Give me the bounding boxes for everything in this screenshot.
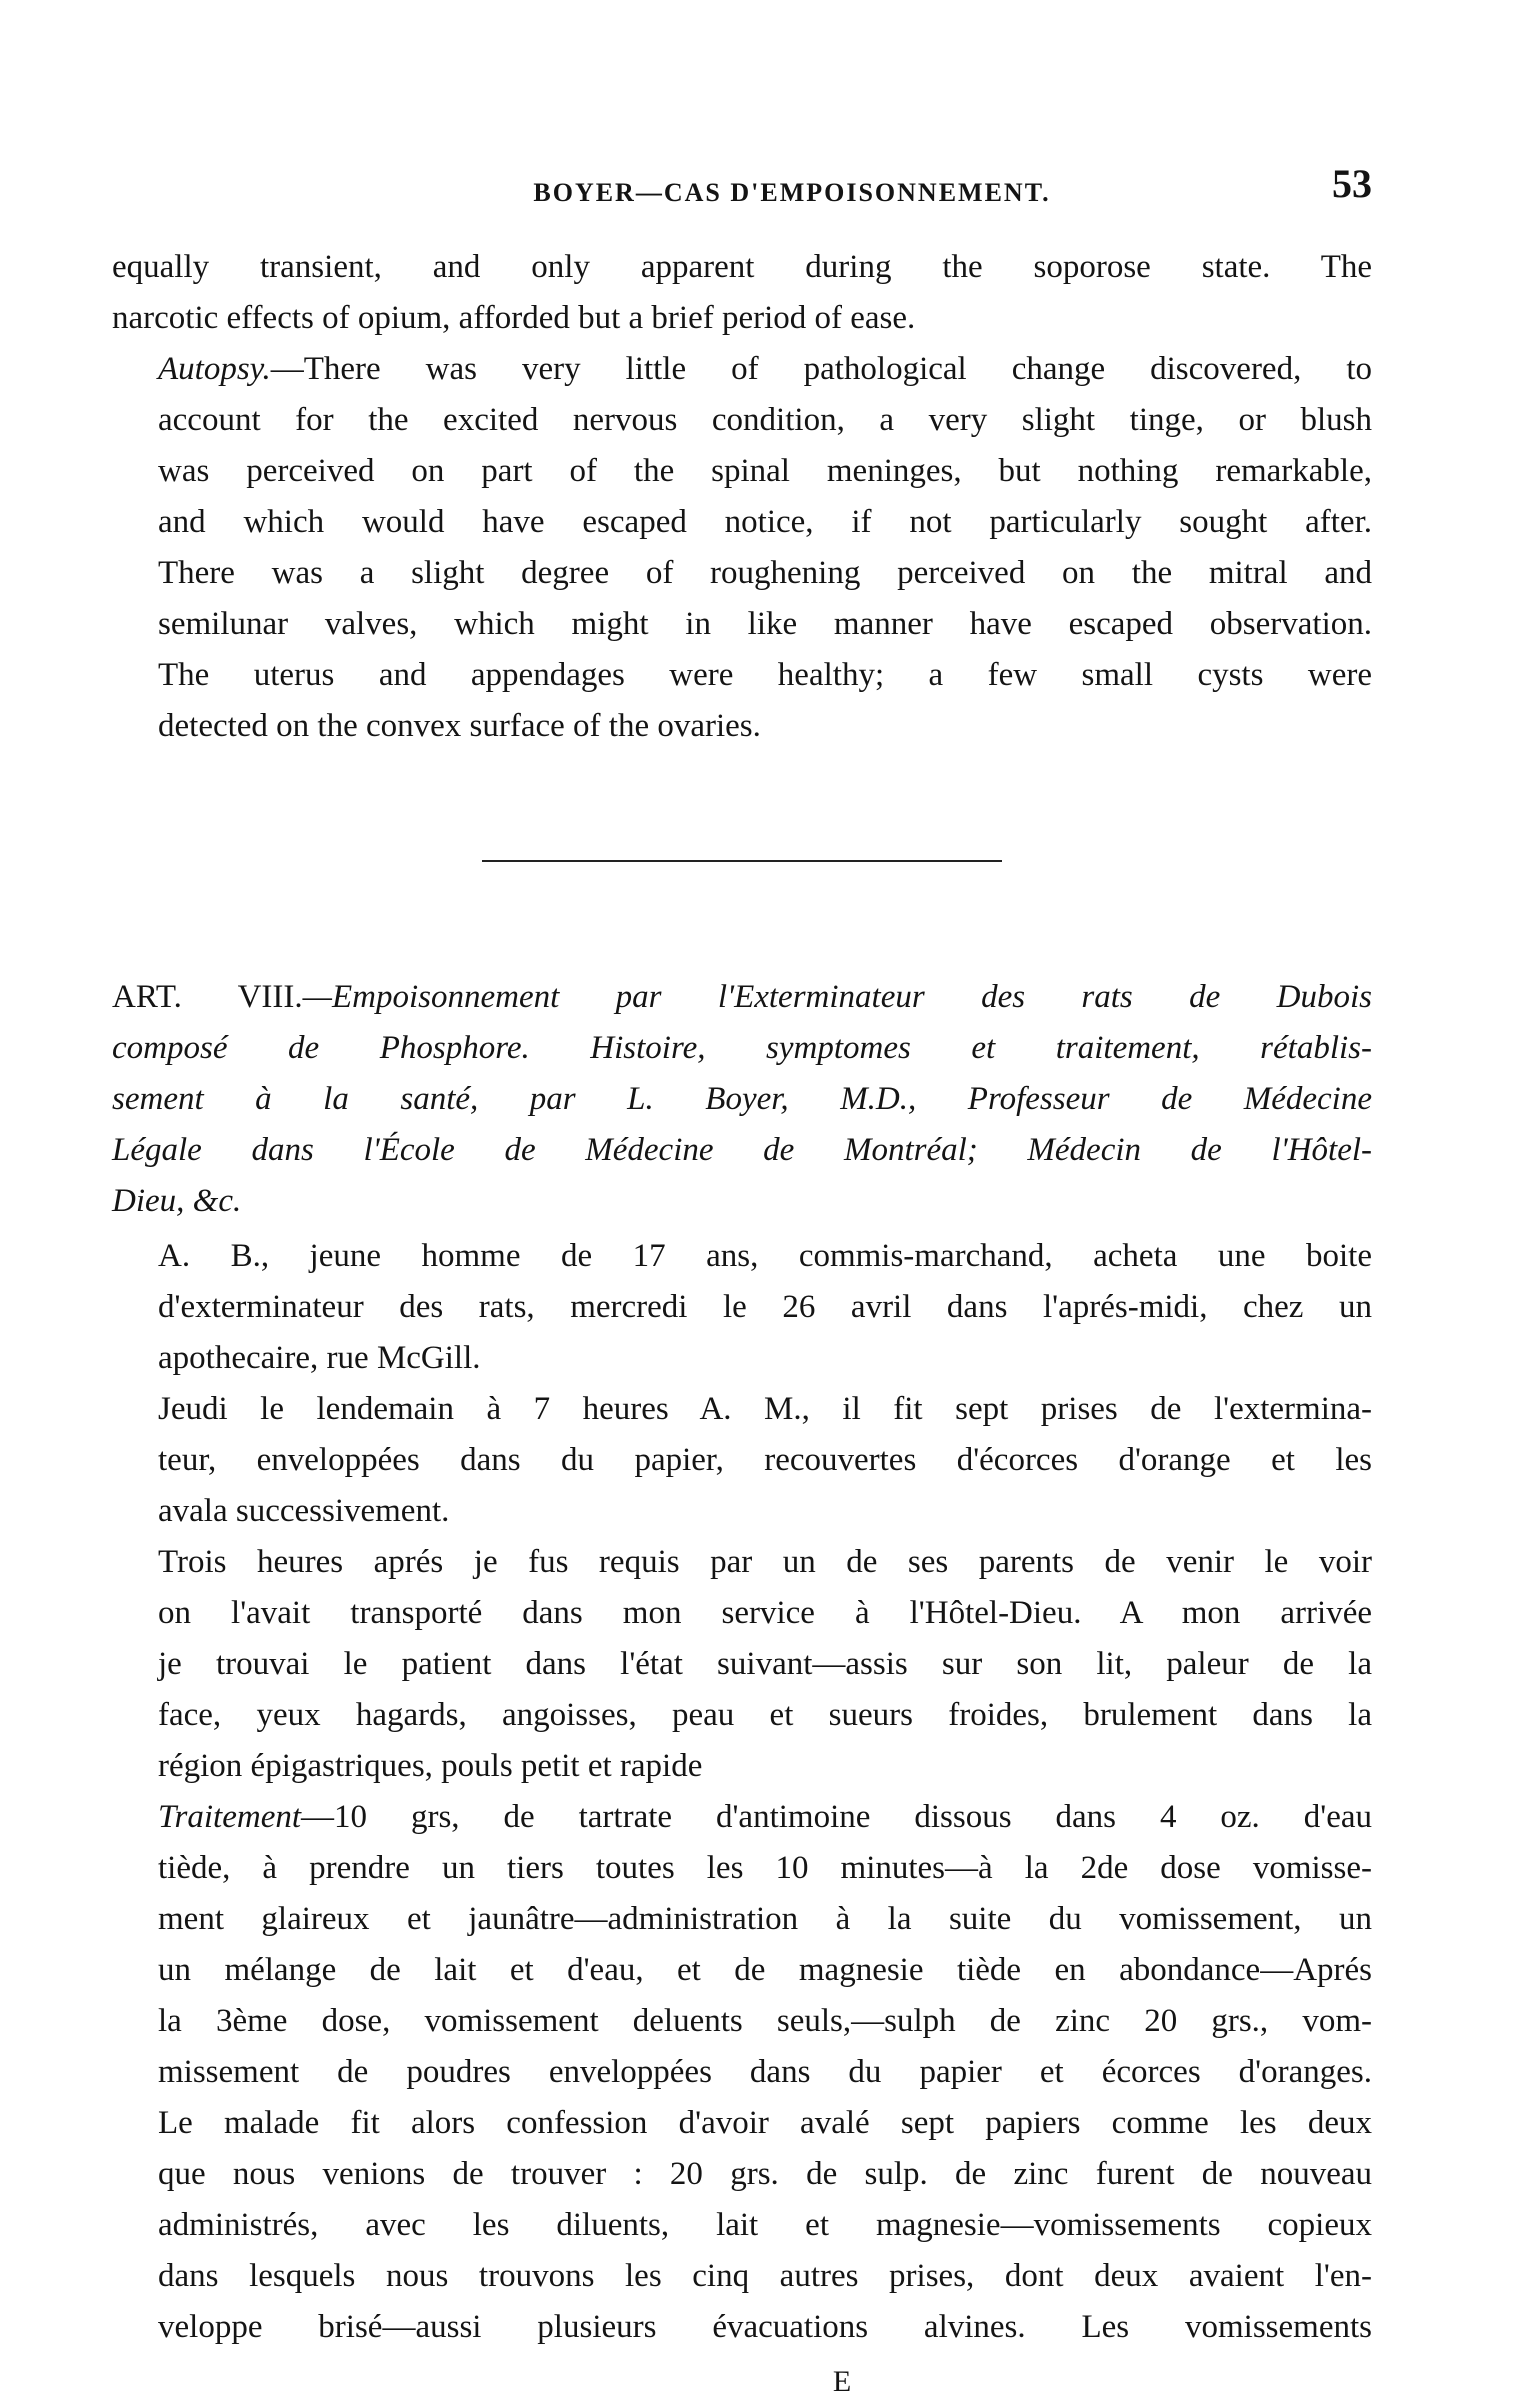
running-head: BOYER—CAS D'EMPOISONNEMENT. [533, 178, 1051, 207]
text-line: tiède, à prendre un tiers toutes les 10 minutes—à la 2de dose vomisse- [158, 1850, 1372, 1886]
traitement-label: Traitement [158, 1799, 302, 1835]
text-line: Trois heures aprés je fus requis par un de ses parents de venir le voir [158, 1544, 1372, 1580]
page-number: 53 [1332, 161, 1372, 206]
paragraph-ab [112, 1231, 1372, 1384]
article-number: ART. VIII. [112, 979, 303, 1015]
text-line: Légale dans l'École de Médecine de Montréal; Médecin de l'Hôtel- [112, 1132, 1372, 1168]
text-line: un mélange de lait et d'eau, et de magnesie tiède en abondance—Aprés [158, 1952, 1372, 1988]
text-line: administrés, avec les diluents, lait et magnesie—vomissements copieux [158, 2207, 1372, 2243]
text-line: face, yeux hagards, angoisses, peau et sueurs froides, brulement dans la [158, 1697, 1372, 1733]
section-divider [482, 860, 1002, 862]
text-line: ment glaireux et jaunâtre—administration à la suite du vomissement, un [158, 1901, 1372, 1937]
paragraph-autopsy [112, 344, 1372, 752]
text-line: missement de poudres enveloppées dans du papier et écorces d'oranges. [158, 2054, 1372, 2090]
autopsy-first-line: —There was very little of pathological change discovered, to [270, 351, 1372, 387]
text-line: account for the excited nervous condition, a very slight tinge, or blush [158, 402, 1372, 438]
text-line: Jeudi le lendemain à 7 heures A. M., il fit sept prises de l'extermina- [158, 1391, 1372, 1427]
text-line: There was a slight degree of roughening perceived on the mitral and [158, 555, 1372, 591]
signature-mark: E [832, 2365, 852, 2398]
text-line [112, 1792, 1372, 1843]
text-line: semilunar valves, which might in like manner have escaped observation. [158, 606, 1372, 642]
text-line: The uterus and appendages were healthy; a few small cysts were [158, 657, 1372, 693]
traitement-first-line: —10 grs, de tartrate d'antimoine dissous dans 4 oz. d'eau [301, 1799, 1372, 1835]
paragraph-transient [112, 242, 1372, 344]
text-line: A. B., jeune homme de 17 ans, commis-marchand, acheta une boite [158, 1238, 1372, 1274]
autopsy-label: Autopsy. [158, 351, 271, 387]
text-line: d'exterminateur des rats, mercredi le 26 avril dans l'aprés-midi, chez un [158, 1289, 1372, 1325]
document-page [112, 160, 1372, 2407]
text-line: que nous venions de trouver : 20 grs. de sulp. de zinc furent de nouveau [158, 2156, 1372, 2192]
text-line: Le malade fit alors confession d'avoir avalé sept papiers comme les deux [158, 2105, 1372, 2141]
text-line: and which would have escaped notice, if not particularly sought after. [158, 504, 1372, 540]
text-line: composé de Phosphore. Histoire, symptomes et traitement, rétablis- [112, 1030, 1372, 1066]
text-line: région épigastriques, pouls petit et rapide [158, 1748, 703, 1784]
text-line: equally transient, and only apparent during the soporose state. The [112, 249, 1372, 285]
text-line: avala successivement. [158, 1493, 450, 1529]
text-line [112, 972, 1372, 1023]
article-title-line: —Empoisonnement par l'Exterminateur des rats de Dubois [302, 979, 1372, 1015]
text-line: dans lesquels nous trouvons les cinq autres prises, dont deux avaient l'en- [158, 2258, 1372, 2294]
text-line: teur, enveloppées dans du papier, recouvertes d'écorces d'orange et les [158, 1442, 1372, 1478]
text-line [112, 344, 1372, 395]
text-line: sement à la santé, par L. Boyer, M.D., Professeur de Médecine [112, 1081, 1372, 1117]
text-line: Dieu, &c. [112, 1183, 242, 1219]
paragraph-trois [112, 1537, 1372, 1792]
paragraph-traitement [112, 1792, 1372, 2353]
text-line: veloppe brisé—aussi plusieurs évacuations alvines. Les vomissements [158, 2309, 1372, 2345]
page-header [112, 160, 1372, 224]
text-line: je trouvai le patient dans l'état suivant—assis sur son lit, paleur de la [158, 1646, 1372, 1682]
paragraph-jeudi [112, 1384, 1372, 1537]
text-line: narcotic effects of opium, afforded but a brief period of ease. [112, 300, 916, 336]
text-line: detected on the convex surface of the ovaries. [158, 708, 761, 744]
text-line: la 3ème dose, vomissement deluents seuls,—sulph de zinc 20 grs., vom- [158, 2003, 1372, 2039]
text-line: on l'avait transporté dans mon service à l'Hôtel-Dieu. A mon arrivée [158, 1595, 1372, 1631]
text-line: was perceived on part of the spinal meninges, but nothing remarkable, [158, 453, 1372, 489]
text-line: apothecaire, rue McGill. [158, 1340, 481, 1376]
article-heading [112, 972, 1372, 1227]
